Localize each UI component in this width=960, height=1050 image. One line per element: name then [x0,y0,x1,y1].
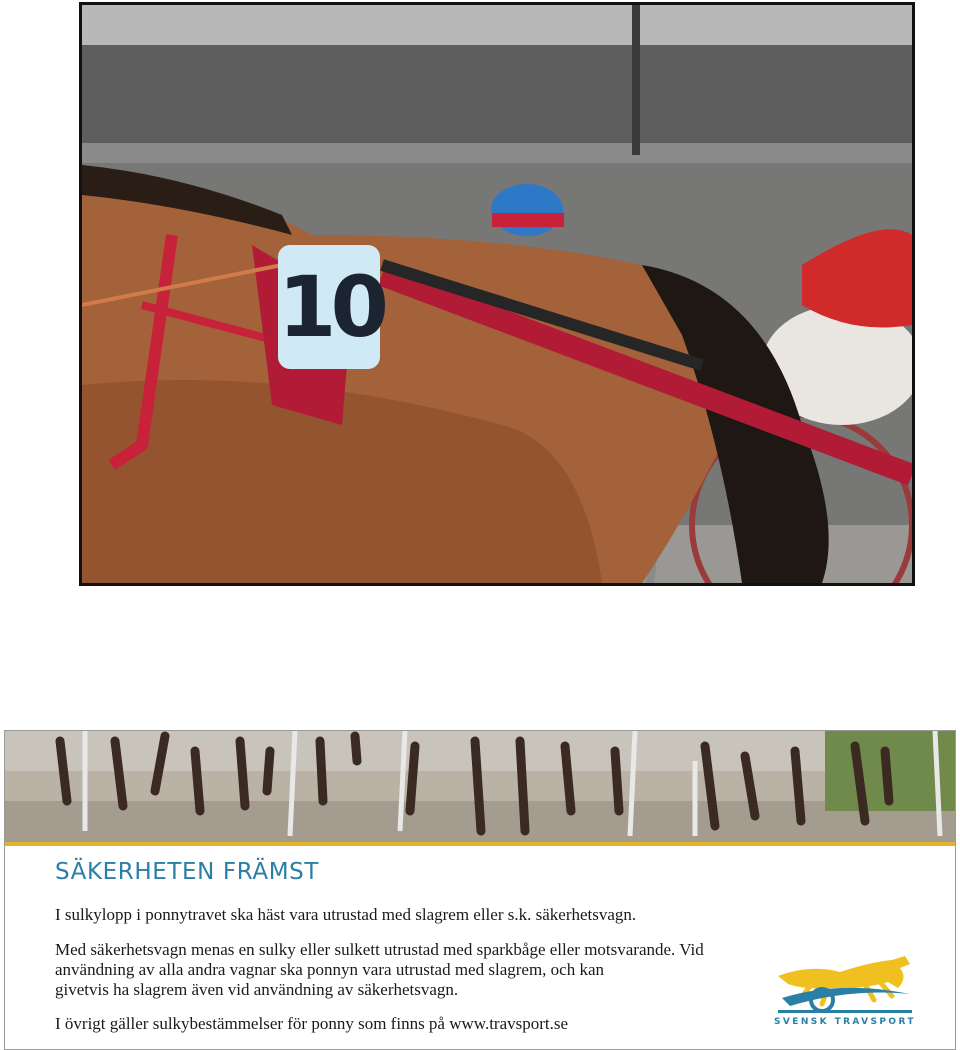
paragraph-1: I sulkylopp i ponnytravet ska häst vara utrustad med slagrem eller s.k. säkerhetsvagn. [55,905,637,924]
paragraph-2-line-2: användning av alla andra vagnar ska ponnyn vara utrustad med slagrem, och kan [55,960,605,979]
safety-info-card [4,730,956,1050]
bib-number: 10 [278,258,383,356]
race-photo-illustration [82,5,912,583]
gold-divider [5,842,955,846]
race-photo [79,2,915,586]
paragraph-2-line-3: givetvis ha slagrem även vid användning av säkerhetsvagn. [55,980,459,999]
svensk-travsport-logo [770,954,920,1034]
card-title: SÄKERHETEN FRÄMST [55,859,319,885]
paragraph-3: I övrigt gäller sulkybestämmelser för ponny som finns på www.travsport.se [55,1014,569,1033]
trotting-race-banner-image [5,731,955,842]
paragraph-2-line-1: Med säkerhetsvagn menas en sulky eller sulkett utrustad med sparkbåge eller motsvarande. Vid [55,940,704,959]
logo-text: SVENSK TRAVSPORT [774,1017,916,1027]
